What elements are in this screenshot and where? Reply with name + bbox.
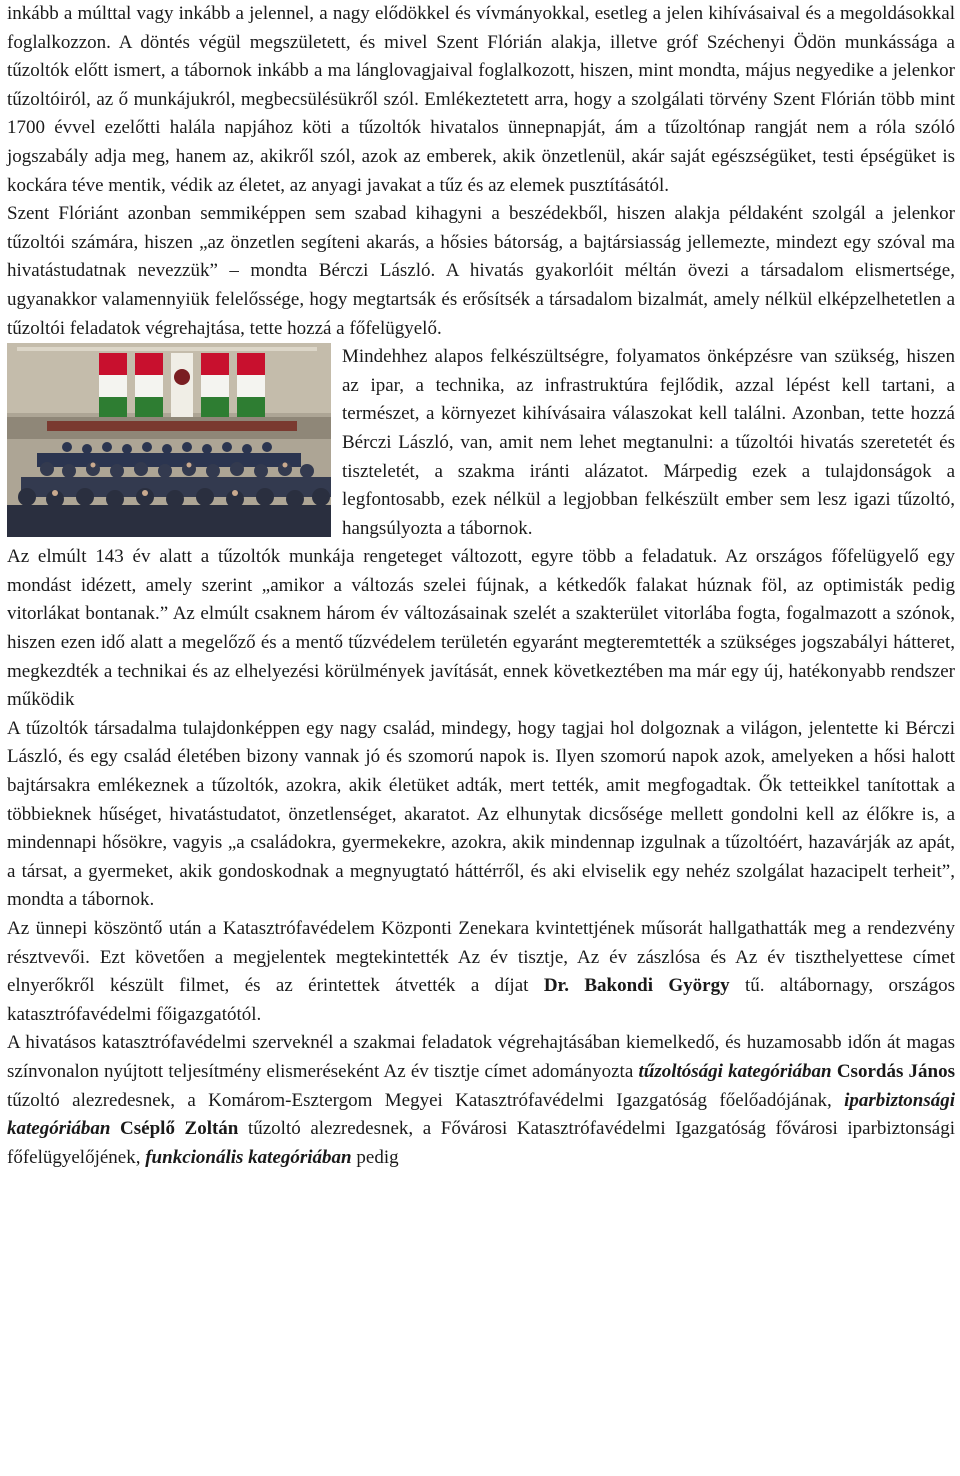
awardee-name-2: Cséplő Zoltán <box>120 1118 239 1140</box>
paragraph-4: Az elmúlt 143 év alatt a tűzoltók munkája rengeteget változott, egyre több a feladatuk. Az országos főfelügyelő egy mondást idézett, amely szerint „amikor a változás szelei fújnak, a kétkedők falakat húznak föl, az optimisták pedig vitorlákat bontanak.” Az elmúlt csaknem három év változásainak szelét a szakterület vitorlába fogta, fogalmazott a szónok, hiszen ezen idő alatt a megelőző és a mentő tűzvédelem területén egyaránt megteremtették a szükséges jogszabályi hátteret, megkezdték a technikai és az elhelyezési körülmények javítását, ennek következtében ma már egy új, hatékonyabb rendszer működik <box>7 546 955 711</box>
paragraph-3: Mindehhez alapos felkészültségre, folyamatos önképzésre van szükség, hiszen az ipar, a technika, az infrastruktúra fejlődik, azzal lépést kell tartani, a természet, a környezet kihívásaira válaszokat kell találni. Azonban, tette hozzá Bérczi László, van, amit nem lehet megtanulni: a tűzoltói hivatás szeretetét és tiszteletét, a szakma iránti alázatot. Márpedig ezek a tulajdonságok a legfontosabb, ezek nélkül a legjobban felkészült ember sem lesz igazi tűzoltó, hangsúlyozta a tábornok. <box>342 346 955 539</box>
spacer <box>110 1118 120 1139</box>
paragraph-2: Szent Flóriánt azonban semmiképpen sem szabad kihagyni a beszédekből, hiszen alakja példaként szolgál a jelenkor tűzoltói számára, hiszen „az önzetlen segíteni akarás, a hősies bátorság, a bajtársiasság jellemezte, mindezt egy szóval ma hivatástudatnak nevezzük” – mondta Bérczi László. A hivatás gyakorlóit méltán övezi a társadalom elismertsége, ugyanakkor valamennyiük felelőssége, hogy megtartsák és erősítsék a társadalom bizalmát, amely nélkül elképzelhetetlen a tűzoltói feladatok végrehajtása, tette hozzá a főfelügyelő. <box>7 203 955 339</box>
award-category-industrial: iparbiztonsági kategóriában <box>7 1089 955 1140</box>
paragraph-7-text-c: tűzoltó alezredesnek, a Fővárosi Katasztrófavédelmi Igazgatóság fővárosi iparbiztonsági főfelügyelőjének, <box>7 1118 955 1168</box>
paragraph-7-text-d: pedig <box>351 1146 399 1168</box>
award-category-fire: tűzoltósági kategóriában <box>638 1060 832 1082</box>
award-category-functional: funkcionális kategóriában <box>145 1146 352 1168</box>
awardee-name-1: Csordás János <box>836 1060 956 1082</box>
paragraph-1: inkább a múlttal vagy inkább a jelennel, a nagy elődökkel és vívmányokkal, esetleg a jelen kihívásaival és a megoldásokkal foglalkozzon. A döntés végül megszületett, és mivel Szent Flórián alakja, illetve gróf Széchenyi Ödön munkássága a tűzoltók előtt ismert, a tábornok inkább a ma lánglovagjaival foglalkozott, hiszen, mint mondta, május negyedike a jelenkor tűzoltóiról, az ő munkájukról, megbecsülésükről szól. Emlékeztetett arra, hogy a szolgálati törvény Szent Flórián több mint 1700 évvel ezelőtti halála napjához köti a tűzoltók hivatalos ünnepnapját, ám a tűzoltónap rangját nem a róla szóló jogszabály adja meg, hanem az, akikről szól, azok az emberek, akik önzetlenül, akár saját egészségüket, testi épségüket is kockára téve mentik, védik az életet, az anyagi javakat a tűz és az elemek pusztításától. <box>7 3 955 196</box>
paragraph-6-text-b: tű. altábornagy, országos katasztrófavédelmi főigazgatótól. <box>7 975 956 1025</box>
awarding-official-name: Dr. Bakondi György <box>543 975 730 997</box>
paragraph-7 <box>7 1029 955 1172</box>
paragraph-6 <box>7 915 955 1029</box>
paragraph-5: A tűzoltók társadalma tulajdonképpen egy nagy család, mindegy, hogy tagjai hol dolgoznak a világon, jelentette ki Bérczi László, és egy család életében bizony vannak jó és szomorú napok is. Ilyen szomorú napok azok, amelyeken a hősi halott bajtársakra emlékeznek a tűzoltók, azokra, akik életüket adták, mert tették, amit megfogadtak. Ők tetteikkel tanítottak a többieknek hűséget, hivatástudatot, önzetlenséget, akaratot. Az elhunytak dicsősége mellett gondolni kell az élőkre is, a mindennapi hősökre, vagyis „a családokra, gyermekekre, azokra, akik mindennap izgulnak a tűzoltóért, hazavárják az apát, a társat, a gyermeket, akik gondoskodnak a megnyugtató háttérről, és aki elviselik egy nehéz szolgálat hazacipelt terheit”, mondta a tábornok. <box>7 717 955 911</box>
article-body <box>7 0 955 1172</box>
ceremony-photo <box>7 343 331 537</box>
paragraph-7-text-a: A hivatásos katasztrófavédelmi szerveknél a szakmai feladatok végrehajtásában kiemelkedő, és huzamosabb időn át magas színvonalon nyújtott teljesítmény elismeréseként Az év tisztje címet adományozta <box>7 1032 955 1082</box>
paragraph-7-text-b: tűzoltó alezredesnek, a Komárom-Esztergom Megyei Katasztrófavédelmi Igazgatóság főelőadójának, <box>7 1089 845 1111</box>
paragraph-6-text-a: Az ünnepi köszöntő után a Katasztrófavédelem Központi Zenekara kvintettjének műsorát hallgathatták meg a rendezvény résztvevői. Ezt követően a megjelentek megtekintették Az év tisztje, Az év zászlósa és Az év tiszthelyettese címet elnyerőkről készült filmet, és az érintettek átvették a díjat <box>7 918 955 997</box>
